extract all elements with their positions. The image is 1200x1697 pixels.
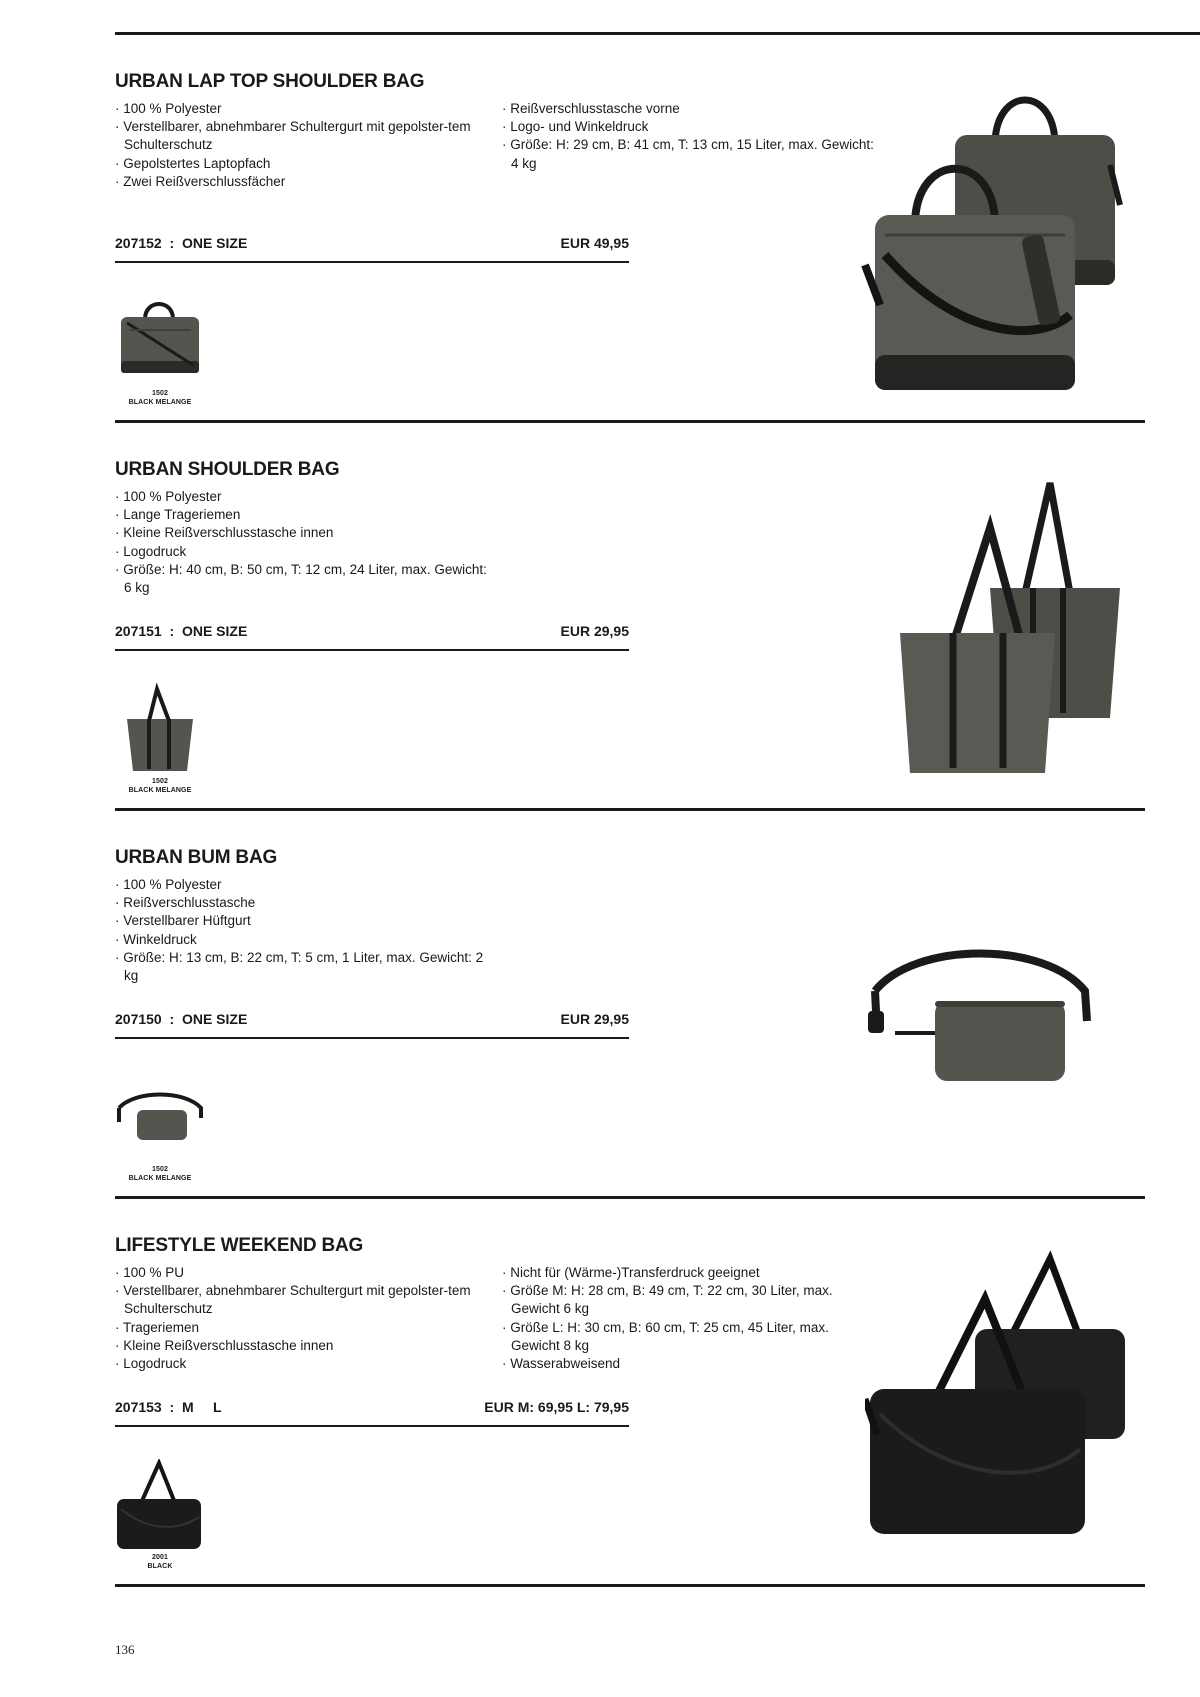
feature-list-secondary [502,100,877,173]
feature-item: · Trageriemen [115,1319,490,1337]
feature-item: · Logo- und Winkeldruck [502,118,877,136]
sku-size: 207152 : ONE SIZE [115,235,248,251]
feature-item: · Größe: H: 29 cm, B: 41 cm, T: 13 cm, 15 Liter, max. Gewicht: 4 kg [502,136,877,172]
tote-bag-icon [115,683,205,773]
product-title: LIFESTYLE WEEKEND BAG [115,1235,364,1256]
feature-item: · Logodruck [115,543,490,561]
swatch-label [115,1553,205,1571]
swatch-label [115,1165,205,1183]
feature-item: · 100 % Polyester [115,876,490,894]
price: EUR M: 69,95 L: 79,95 [484,1399,629,1415]
feature-item: · Größe M: H: 28 cm, B: 49 cm, T: 22 cm, 30 Liter, max. Gewicht 6 kg [502,1282,877,1318]
product-title: URBAN LAP TOP SHOULDER BAG [115,71,425,92]
feature-item: · Verstellbarer Hüftgurt [115,912,490,930]
color-swatch-thumbnail[interactable] [115,1459,205,1569]
product-section [115,811,1145,1199]
sku-size: 207153 : M L [115,1399,222,1415]
bum-bag-image [855,941,1105,1086]
feature-item: · Reißverschlusstasche [115,894,490,912]
swatch-name: BLACK MELANGE [128,787,192,794]
feature-list [115,1264,490,1373]
product-section [115,1199,1145,1587]
price: EUR 29,95 [560,623,629,639]
feature-item: · Verstellbarer, abnehmbarer Schultergurt mit gepolster-tem Schulterschutz [115,1282,490,1318]
swatch-code: 1502 [152,1166,168,1173]
feature-item: · Wasserabweisend [502,1355,877,1373]
feature-item: · Kleine Reißverschlusstasche innen [115,524,490,542]
sku-size: 207150 : ONE SIZE [115,1011,248,1027]
laptop-bag-image [855,85,1125,395]
product-section [115,35,1145,423]
laptop-bag-icon [115,295,205,377]
color-swatch-thumbnail[interactable] [115,295,205,405]
feature-list [115,876,490,985]
swatch-code: 1502 [152,390,168,397]
swatch-label [115,777,205,795]
product-title: URBAN SHOULDER BAG [115,459,340,480]
feature-item: · Gepolstertes Laptopfach [115,155,490,173]
feature-item: · Größe: H: 13 cm, B: 22 cm, T: 5 cm, 1 Liter, max. Gewicht: 2 kg [115,949,490,985]
feature-item: · Nicht für (Wärme-)Transferdruck geeignet [502,1264,877,1282]
feature-item: · 100 % Polyester [115,488,490,506]
color-swatch-thumbnail[interactable] [115,1071,205,1181]
sku-size: 207151 : ONE SIZE [115,623,248,639]
price: EUR 49,95 [560,235,629,251]
feature-list [115,100,490,191]
feature-item: · Größe L: H: 30 cm, B: 60 cm, T: 25 cm, 45 Liter, max. Gewicht 8 kg [502,1319,877,1355]
swatch-code: 1502 [152,778,168,785]
swatch-label [115,389,205,407]
sku-price-row [115,623,629,651]
feature-item: · Reißverschlusstasche vorne [502,100,877,118]
bum-bag-icon [115,1086,205,1146]
feature-item: · Winkeldruck [115,931,490,949]
feature-item: · Verstellbarer, abnehmbarer Schultergurt mit gepolster-tem Schulterschutz [115,118,490,154]
color-swatch-thumbnail[interactable] [115,683,205,793]
swatch-name: BLACK MELANGE [128,1175,192,1182]
feature-item: · 100 % PU [115,1264,490,1282]
feature-item: · 100 % Polyester [115,100,490,118]
tote-bag-image [885,473,1125,778]
swatch-code: 2001 [152,1554,168,1561]
feature-list [115,488,490,597]
sku-price-row [115,1399,629,1427]
feature-item: · Größe: H: 40 cm, B: 50 cm, T: 12 cm, 24 Liter, max. Gewicht: 6 kg [115,561,490,597]
feature-item: · Lange Trageriemen [115,506,490,524]
sku-price-row [115,235,629,263]
swatch-name: BLACK [147,1563,173,1570]
product-title: URBAN BUM BAG [115,847,278,868]
sku-price-row [115,1011,629,1039]
weekend-bag-image [865,1249,1135,1539]
product-section [115,423,1145,811]
feature-item: · Zwei Reißverschlussfächer [115,173,490,191]
weekend-bag-icon [115,1459,205,1551]
section-divider [115,1584,1145,1587]
feature-item: · Logodruck [115,1355,490,1373]
swatch-name: BLACK MELANGE [128,399,192,406]
feature-item: · Kleine Reißverschlusstasche innen [115,1337,490,1355]
page-number: 136 [115,1642,135,1657]
feature-list-secondary [502,1264,877,1373]
price: EUR 29,95 [560,1011,629,1027]
